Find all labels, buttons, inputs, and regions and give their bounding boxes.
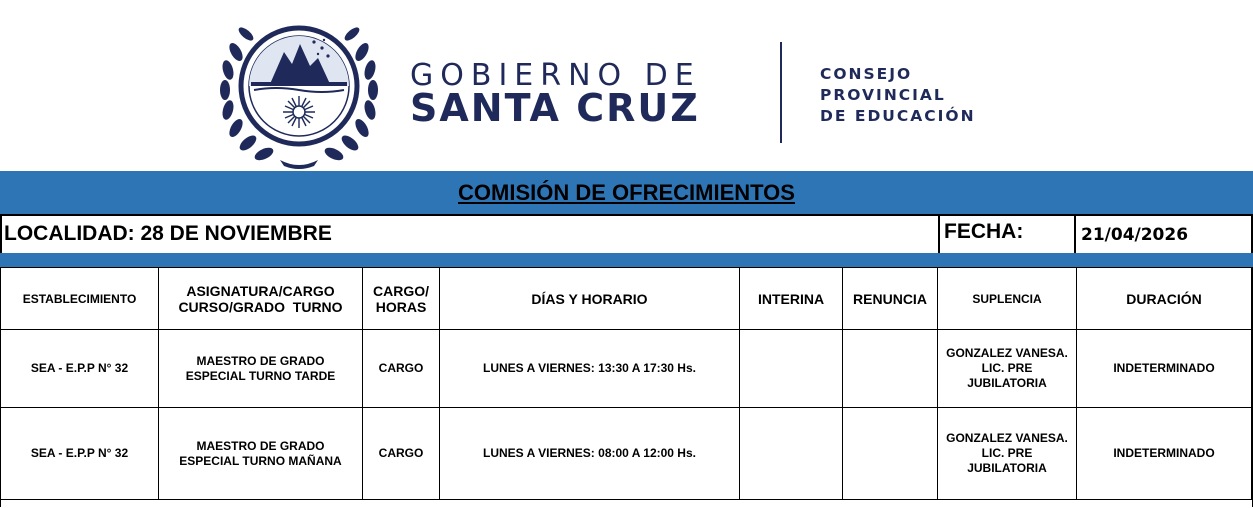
cell-suplencia-line-3: JUBILATORIA: [967, 376, 1047, 390]
cell-renuncia: [843, 408, 938, 500]
fecha-label-cell: [938, 216, 1076, 253]
cell-establecimiento: SEA - E.P.P N° 32: [1, 408, 159, 500]
cell-duracion: INDETERMINADO: [1077, 330, 1252, 408]
localidad-label: LOCALIDAD: 28 DE NOVIEMBRE: [4, 222, 332, 245]
col-establecimiento: ESTABLECIMIENTO: [1, 268, 159, 330]
consejo-line-2: PROVINCIAL: [820, 86, 946, 104]
gobierno-de-text: GOBIERNO DE: [410, 58, 701, 93]
cell-suplencia-line-2: LIC. PRE: [981, 446, 1033, 460]
table-row: [1, 408, 1252, 500]
document-title: COMISIÓN DE OFRECIMIENTOS: [458, 179, 795, 205]
cell-suplencia: [938, 408, 1077, 500]
col-cargo-line-1: CARGO/: [373, 282, 429, 299]
provincial-seal-logo: [218, 12, 380, 170]
consejo-line-1: CONSEJO: [820, 65, 913, 83]
consejo-line-3: DE EDUCACIÓN: [820, 107, 976, 125]
col-asignatura: [159, 268, 363, 330]
col-duracion: DURACIÓN: [1077, 268, 1252, 330]
title-band: [0, 171, 1253, 214]
localidad-row: [0, 214, 1253, 255]
cell-interina: [740, 330, 843, 408]
col-interina: INTERINA: [740, 268, 843, 330]
cell-suplencia-line-1: GONZALEZ VANESA.: [946, 431, 1068, 445]
fecha-value-cell: [1074, 216, 1253, 253]
col-renuncia: RENUNCIA: [843, 268, 938, 330]
col-cargo-horas: [363, 268, 440, 330]
cell-asignatura-line-2: ESPECIAL TURNO TARDE: [185, 368, 336, 383]
col-suplencia: SUPLENCIA: [938, 268, 1077, 330]
consejo-provincial-text: [820, 64, 976, 127]
letterhead: [0, 0, 1253, 171]
cell-suplencia-line-2: LIC. PRE: [981, 361, 1033, 375]
cell-asignatura: [159, 330, 363, 408]
cell-establecimiento: SEA - E.P.P N° 32: [1, 330, 159, 408]
cell-renuncia: [843, 330, 938, 408]
cell-asignatura: [159, 408, 363, 500]
header-divider: [780, 42, 782, 143]
ofrecimientos-table: [0, 267, 1252, 500]
cell-suplencia-line-1: GONZALEZ VANESA.: [946, 346, 1068, 360]
santa-cruz-text: SANTA CRUZ: [410, 86, 700, 130]
cell-dias: LUNES A VIERNES: 08:00 A 12:00 Hs.: [440, 408, 740, 500]
col-asignatura-line-1: ASIGNATURA/CARGO: [186, 282, 335, 299]
cell-suplencia-line-3: JUBILATORIA: [967, 461, 1047, 475]
col-cargo-line-2: HORAS: [375, 298, 427, 315]
cell-dias: LUNES A VIERNES: 13:30 A 17:30 Hs.: [440, 330, 740, 408]
col-dias-horario: DÍAS Y HORARIO: [440, 268, 740, 330]
cell-asignatura-line-1: MAESTRO DE GRADO: [196, 353, 325, 368]
cell-cargo: CARGO: [363, 330, 440, 408]
cell-interina: [740, 408, 843, 500]
table-header-row: [1, 268, 1252, 330]
cell-duracion: INDETERMINADO: [1077, 408, 1252, 500]
cell-asignatura-line-1: MAESTRO DE GRADO: [196, 438, 325, 453]
cell-asignatura-line-2: ESPECIAL TURNO MAÑANA: [179, 453, 342, 468]
fecha-value: 21/04/2026: [1081, 225, 1189, 245]
separator-band: [0, 253, 1253, 267]
table-row: [1, 330, 1252, 408]
cell-cargo: CARGO: [363, 408, 440, 500]
cell-suplencia: [938, 330, 1077, 408]
fecha-label: FECHA:: [944, 220, 1024, 243]
col-asignatura-line-2: CURSO/GRADO TURNO: [178, 298, 343, 315]
